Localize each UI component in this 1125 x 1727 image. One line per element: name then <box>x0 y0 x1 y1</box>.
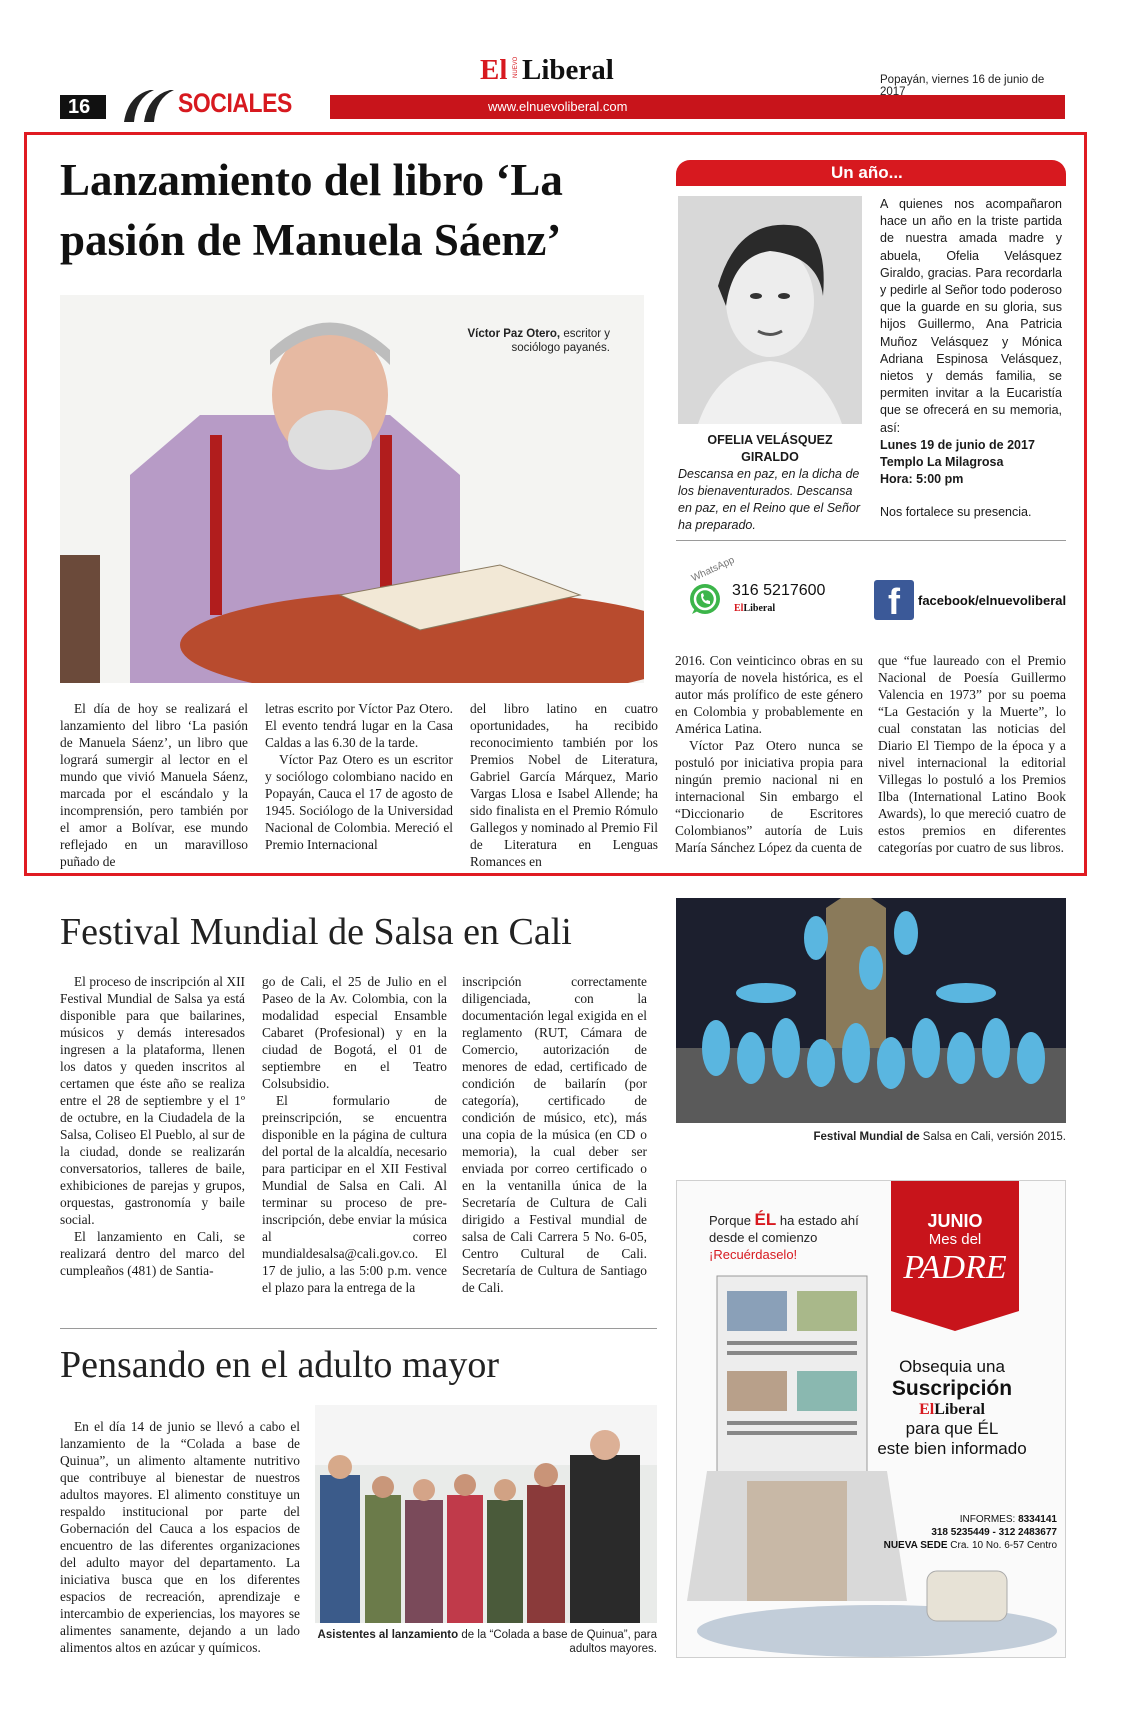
memorial-event-time: Hora: 5:00 pm <box>880 472 964 487</box>
logo-nuevo: NUEVO <box>513 56 519 78</box>
ad-logo <box>847 1401 1057 1419</box>
ad-offer-line3: para que ÉL <box>905 1419 999 1438</box>
article-title-line2: pasión de Manuela Sáenz’ <box>60 215 562 265</box>
ad-info-phones: 318 5235449 - 312 2483677 <box>931 1527 1057 1538</box>
author-photo-caption-rest: escritor y sociólogo payanés. <box>511 328 610 354</box>
author-photo <box>60 295 644 683</box>
salsa-caption-bold: Festival Mundial de <box>813 1131 920 1143</box>
logo-liberal: Liberal <box>522 54 614 86</box>
memorial-name-line1: OFELIA VELÁSQUEZ <box>707 433 833 447</box>
contact-phone: 316 5217600 <box>732 582 826 599</box>
salsa-photo-caption <box>676 1130 1066 1144</box>
ad-intro-line1b: ha estado ahí <box>779 1213 859 1228</box>
page-number-box <box>60 95 106 119</box>
section-title: SOCIALES <box>178 88 292 118</box>
article1-col1-p1: El día de hoy se realizará el lanzamiento del libro ‘La pasión de Manuela Sáenz’, un libro que logrará sumergir al lector en el mundo que vivió Manuela Sáenz, marcada por el escándalo y la incomprensión, pero también por el amor a Bolívar, ese mundo reflejado en un maravilloso puñado de <box>60 701 248 869</box>
article2-col3-p1: inscripción correctamente diligenciada, con la documentación legal exigida en el reglamento (RUT, Cámara de Comercio, autorización de menores de edad, certificado de condición de bailarín (por categoría), certificado de condición de músico, etc), más una copia de la música (en CD o memoria), la cual deber ser enviada por correo certificado o en la ventanilla única de la Secretaría de Cultura de Cali dirigido a Festival mundial de salsa de Cali Carrera 5 No. 6-05, Centro Cultural de Cali. Secretaría de Cultura de Santiago de Cali. <box>462 974 647 1295</box>
salsa-caption-rest: Salsa en Cali, versión 2015. <box>922 1131 1066 1143</box>
ad-info-label: INFORMES: <box>959 1514 1016 1525</box>
adulto-photo <box>315 1405 657 1623</box>
ad-intro-line2: desde el comienzo <box>709 1230 818 1245</box>
article1-col3 <box>470 700 658 870</box>
whatsapp-icon <box>688 582 722 616</box>
whatsapp-label: WhatsApp <box>689 554 737 585</box>
ad-offer-line2: Suscripción <box>891 1377 1013 1400</box>
memorial-notice <box>676 160 1066 542</box>
article2-col1-p1: El proceso de inscripción al XII Festival Mundial de Salsa ya está disponible para que bailarines, músicos y demás interesados ingresen a la plataforma, llenen los datos y queden inscritos al certamen que éste año se realiza entre el 28 de septiembre y el 1º de octubre, en la Ciudadela de la Salsa, Coliseo El Pueblo, al sur de la ciudad, donde se realizarán conversatorios, talleres de baile, exhibiciones de parejas y grupos, orquestas, gastronomía y baile social. <box>60 974 245 1227</box>
ad-offer <box>847 1357 1057 1459</box>
ad-offer-line4: este bien informado <box>877 1439 1027 1458</box>
ad-info <box>827 1513 1057 1552</box>
article-title-line1: Lanzamiento del libro ‘La <box>60 155 563 205</box>
masthead <box>60 54 1065 124</box>
article1-col4-p2: Víctor Paz Otero nunca se postuló por iniciativa propia para ningún premio nacional ni en internacional Sin embargo el “Diccionario de Escritores Colombianos” autoría de Luis María Sánchez López da cuenta de <box>675 738 863 855</box>
contact-logo-el: El <box>734 603 744 614</box>
article3-body-col <box>60 1418 300 1656</box>
memorial-epitaph: Descansa en paz, en la dicha de los bienaventurados. Descansa en paz, en el Reino que el Señor ha preparado. <box>678 467 861 532</box>
ad-intro-line3: ¡Recuérdaselo! <box>709 1247 798 1262</box>
article1-col5-p1: que “fue laureado con el Premio Nacional de Poesía Guillermo Valencia en 1973” por su poema “La Gestación y la Muerte”, lo cual constatan las noticias del Diario El Tiempo de la época y a nivel internacional la editorial Villegas lo postuló a los Premios Ilba (International Latino Book Awards), lo que mereció cuatro de estos premios en diferentes categorías por cuatro de sus libros. <box>878 653 1066 855</box>
article1-col3-p1: del libro latino en cuatro oportunidades, ha recibido reconocimiento también por los Premios Nobel de Literatura, Gabriel García Márquez, Mario Vargas Llosa e Isabel Allende; ha sido finalista en el Premio Rómulo Gallegos y nominado al Premio Fil de Literatura en Lenguas Romances en <box>470 701 658 869</box>
adulto-photo-caption <box>315 1628 657 1656</box>
ad-banner-sub: Mes del <box>928 1231 982 1248</box>
memorial-divider <box>676 540 1066 541</box>
article1-col4-p1: 2016. Con veinticinco obras en su mayoría de novela histórica, es el autor más prolífico de este género en Colombia y probablemente en América Latina. <box>675 653 863 736</box>
article2-col2 <box>262 973 447 1296</box>
facebook-icon: f <box>874 580 914 620</box>
article-title <box>60 150 660 270</box>
article1-col5 <box>878 652 1066 856</box>
contact-row <box>686 554 1067 622</box>
article1-col2-p2: Víctor Paz Otero es un escritor y sociólogo colombiano nacido en Popayán, Cauca el 17 de agosto de 1945. Sociólogo de la Universidad Nacional de Colombia. Mereció el Premio Internacional <box>265 752 453 852</box>
memorial-body: A quienes nos acompañaron hace un año en la triste partida de nuestra amada madre y abuela, Ofelia Velásquez Giraldo, gracias. Para recordarla y pedirle al Señor todo poderoso que la guarde en su gloria, sus hijos Guillermo, Ana Patricia Muñoz Velásquez y Mónica Adriana Espinosa Velásquez, nietos y demás familia, se permiten invitar a la Eucaristía que se ofrecerá en su memoria, así: <box>880 197 1062 435</box>
ad-info-address-label: NUEVA SEDE <box>883 1540 948 1551</box>
memorial-name-line2: GIRALDO <box>741 450 799 464</box>
ad-intro-line1: Porque <box>709 1213 751 1228</box>
adulto-caption-rest: de la “Colada a base de Quinua”, para adultos mayores. <box>461 1629 657 1655</box>
article1-col2 <box>265 700 453 853</box>
article-divider <box>60 1328 657 1329</box>
ad-intro-el: ÉL <box>754 1210 777 1229</box>
ad-logo-liberal: Liberal <box>934 1401 985 1418</box>
article2-col2-p2: El formulario de preinscripción, se encuentra disponible en la página de cultura del portal de la alcaldía, necesario para participar en el XII Festival Mundial de Salsa en Cali. Al terminar su proceso de pre-inscripción, debe enviar la música al correo mundialdesalsa@cali.gov.co. El 17 de julio, a las 5:00 p.m. vence el plazo para la entrega de la <box>262 1093 447 1295</box>
memorial-name <box>676 432 864 466</box>
article3-body: En el día 14 de junio se llevó a cabo el lanzamiento de la “Colada a base de Quinua”, un alimento altamente nutritivo que contribuye al bienestar de nuestros adultos mayores. El alimento constituye un respaldo institucional por parte del Gobernación del Cauca a los espacios de encuentro de las diferentes organizaciones del adulto mayor del departamento. La iniciativa busca que en los diferentes espacios de recreación, aprendizaje e intercambio de experiencias, los mayores se alimentes sanamente, dejando a un lado alimentos altos en azúcar y químicos. <box>60 1419 300 1655</box>
memorial-closing: Nos fortalece su presencia. <box>880 505 1032 520</box>
ad-intro <box>709 1211 909 1263</box>
article2-col2-p1: go de Cali, el 25 de Julio en el Paseo de la Av. Colombia, con la modalidad especial Ensamble Cabaret (Profesional) y en la ciudad de Bogotá, el 01 de septiembre en el Teatro Colsubsidio. <box>262 974 447 1091</box>
ad-logo-el: El <box>919 1401 935 1418</box>
header-red-bar <box>330 95 1065 119</box>
author-photo-caption-bold: Víctor Paz Otero, <box>467 328 561 340</box>
salsa-title: Festival Mundial de Salsa en Cali <box>60 911 572 953</box>
memorial-portrait <box>678 196 862 424</box>
ad-offer-line1: Obsequia una <box>899 1357 1005 1376</box>
logo-el: El <box>480 54 508 86</box>
article2-col1-p2: El lanzamiento en Cali, se realizará dentro del marco del cumpleaños (481) de Santia- <box>60 1229 245 1278</box>
article2-col3 <box>462 973 647 1296</box>
website-url: www.elnuevoliberal.com <box>488 99 628 114</box>
masthead-logo <box>480 54 640 90</box>
page-number: 16 <box>68 96 91 118</box>
ad-banner-main: PADRE <box>903 1249 1007 1286</box>
memorial-event-place: Templo La Milagrosa <box>880 455 1004 470</box>
memorial-header: Un año... <box>831 163 903 182</box>
ad-banner-month: JUNIO <box>927 1211 983 1231</box>
subscription-ad <box>676 1180 1066 1658</box>
dateline: Popayán, viernes 16 de junio de 2017 <box>880 74 1045 98</box>
article1-col1 <box>60 700 248 870</box>
contact-logo-liberal: Liberal <box>743 603 776 614</box>
ad-banner <box>891 1181 1019 1331</box>
article2-col1 <box>60 973 245 1279</box>
contact-logo <box>734 603 775 614</box>
memorial-text <box>880 196 1062 522</box>
ad-info-phone1: 8334141 <box>1018 1514 1057 1525</box>
memorial-event-date: Lunes 19 de junio de 2017 <box>880 437 1035 452</box>
article1-col2-p1: letras escrito por Víctor Paz Otero. El evento tendrá lugar en la Casa Caldas a las 6.30 de la tarde. <box>265 701 453 750</box>
facebook-handle: facebook/elnuevoliberal <box>918 593 1067 608</box>
adulto-title: Pensando en el adulto mayor <box>60 1344 500 1386</box>
article1-col4 <box>675 652 863 856</box>
salsa-photo <box>676 898 1066 1123</box>
author-photo-caption <box>460 327 610 355</box>
adulto-caption-bold: Asistentes al lanzamiento <box>317 1629 459 1641</box>
ad-info-address: Cra. 10 No. 6-57 Centro <box>950 1540 1057 1551</box>
